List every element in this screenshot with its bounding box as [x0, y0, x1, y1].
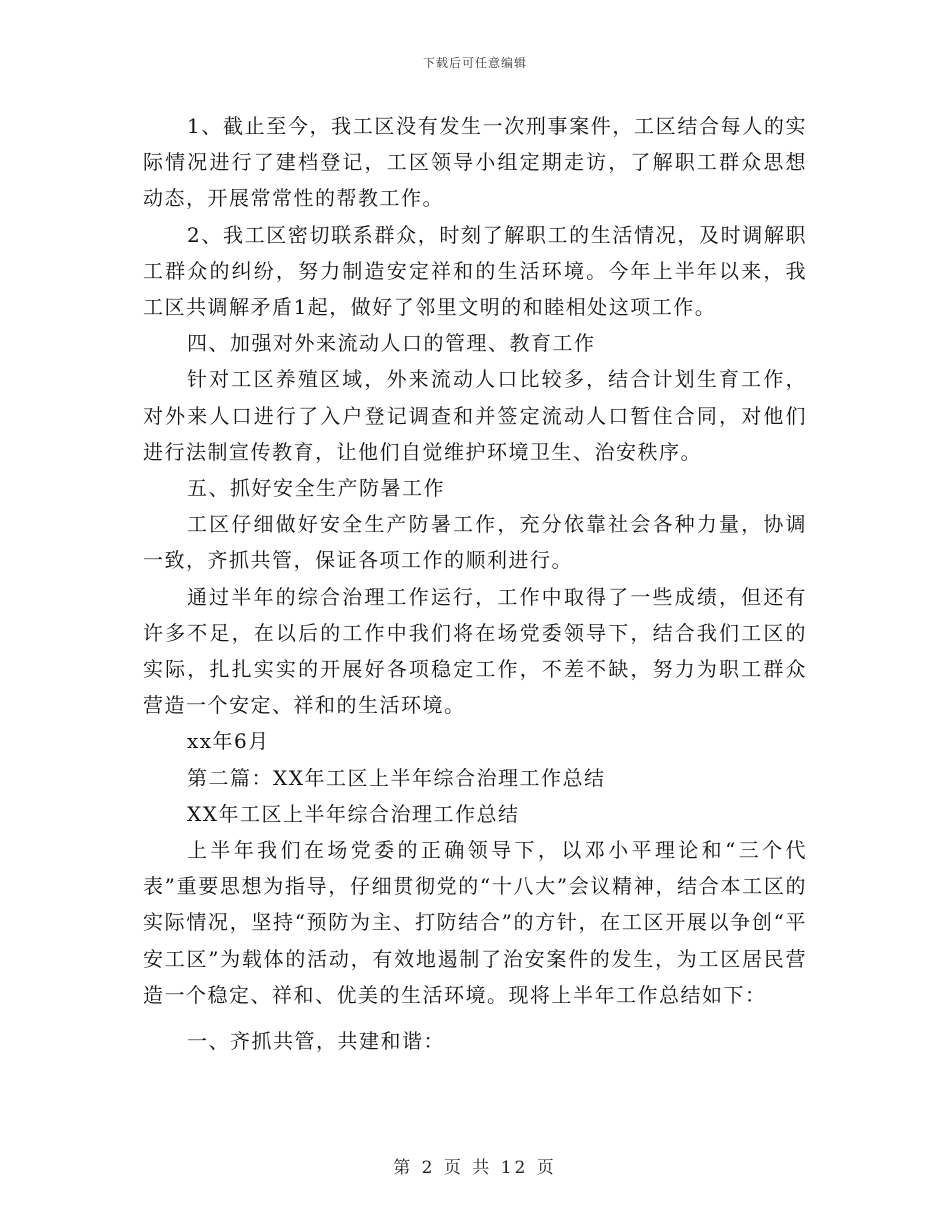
document-title: XX年工区上半年综合治理工作总结 — [187, 801, 520, 826]
section-heading-joint-management: 一、齐抓共管，共建和谐： — [187, 1029, 445, 1054]
paragraph-item-2-mediation: 2、我工区密切联系群众，时刻了解职工的生活情况，及时调解职工群众的纠纷，努力制造安定祥和的生活环境。今年上半年以来，我工区共调解矛盾1起，做好了邻里文明的和睦相处这项工作。 — [143, 222, 807, 320]
section-heading-safety-production: 五、抓好安全生产防暑工作 — [187, 476, 445, 501]
paragraph-intro: 上半年我们在场党委的正确领导下，以邓小平理论和“三个代表”重要思想为指导，仔细贯彻党的“十八大”会议精神，结合本工区的实际情况，坚持“预防为主、打防结合”的方针，在工区开展以争创“平安工区”为载体的活动，有效地遏制了治安案件的发生，为工区居民营造一个稳定、祥和、优美的生活环境。现将上半年工作总结如下： — [143, 838, 807, 1007]
chapter-two-heading: 第二篇：XX年工区上半年综合治理工作总结 — [187, 765, 606, 790]
paragraph-migrant-management: 针对工区养殖区域，外来流动人口比较多，结合计划生育工作，对外来人口进行了入户登记调查和并签定流动人口暂住合同，对他们进行法制宣传教育，让他们自觉维护环境卫生、治安秩序。 — [143, 367, 807, 464]
paragraph-item-1-case-records: 1、截止至今，我工区没有发生一次刑事案件，工区结合每人的实际情况进行了建档登记，工区领导小组定期走访，了解职工群众思想动态，开展常常性的帮教工作。 — [143, 114, 807, 211]
page-number-footer: 第 2 页 共 12 页 — [393, 1158, 557, 1178]
paragraph-conclusion: 通过半年的综合治理工作运行，工作中取得了一些成绩，但还有许多不足，在以后的工作中我们将在场党委领导下，结合我们工区的实际，扎扎实实的开展好各项稳定工作，不差不缺，努力为职工群众营造一个安定、祥和的生活环境。 — [143, 584, 807, 718]
paragraph-safety-production: 工区仔细做好安全生产防暑工作，充分依靠社会各种力量，协调一致，齐抓共管，保证各项工作的顺利进行。 — [143, 512, 807, 573]
document-body — [143, 108, 807, 1059]
page-header-note: 下载后可任意编辑 — [422, 56, 527, 70]
date-line: xx年6月 — [187, 729, 270, 754]
section-heading-migrant-management: 四、加强对外来流动人口的管理、教育工作 — [187, 331, 596, 356]
